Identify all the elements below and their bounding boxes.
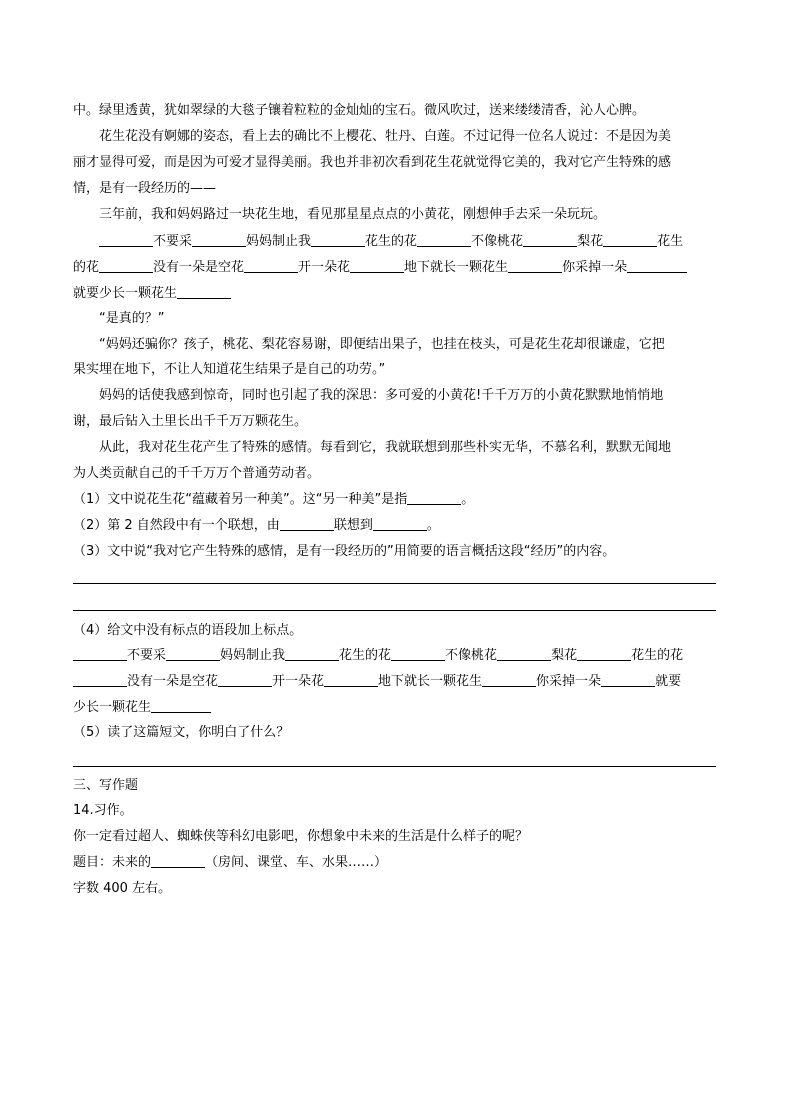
passage-line: 妈妈的话使我感到惊奇，同时也引起了我的深思：多可爱的小黄花!千千万万的小黄花默默地悄悄地 <box>99 388 664 403</box>
punctuation-passage-line <box>73 258 687 278</box>
answer-blank[interactable] <box>280 516 334 531</box>
text-fragment: 不像桃花 <box>445 648 498 663</box>
text-fragment: 花生 <box>657 234 684 249</box>
text-fragment: 题目：未来的 <box>73 855 152 870</box>
answer-blank[interactable] <box>192 232 246 247</box>
text-fragment: 不像桃花 <box>471 234 524 249</box>
punctuation-passage-line <box>99 232 683 252</box>
passage-line: 花生花没有婀娜的姿态，看上去的确比不上樱花、牡丹、白莲。不过记得一位名人说过：不是因为美 <box>99 129 672 144</box>
punctuation-exercise-line <box>73 646 683 666</box>
text-fragment: 少长一颗花生 <box>73 700 152 715</box>
text-fragment: 就要 <box>655 674 682 689</box>
answer-blank[interactable] <box>166 646 220 661</box>
text-fragment: 花生的花 <box>339 648 392 663</box>
text-fragment: 花生的花 <box>631 648 684 663</box>
answer-line[interactable] <box>73 766 716 767</box>
answer-blank[interactable] <box>244 258 298 273</box>
question-3: （3）文中说“我对它产生特殊的感情，是有一段经历的”用简要的语言概括这段“经历”的内容。 <box>73 544 616 559</box>
question-label: （2）第 2 自然段中有一个联想，由 <box>73 518 280 533</box>
section-heading: 三、写作题 <box>73 778 139 793</box>
question-label: （1）文中说花生花“蕴藏着另一种美”。这“另一种美”是指 <box>73 492 408 507</box>
text-fragment: 妈妈制止我 <box>220 648 286 663</box>
answer-blank[interactable] <box>603 232 657 247</box>
question-1 <box>73 490 474 510</box>
answer-blank[interactable] <box>497 646 551 661</box>
text-fragment: 地下就长一颗花生 <box>404 260 509 275</box>
punctuation-exercise-line <box>73 672 681 692</box>
passage-line: 三年前，我和妈妈路过一块花生地，看见那星星点点的小黄花，刚想伸手去采一朵玩玩。 <box>99 207 607 222</box>
answer-blank[interactable] <box>99 232 153 247</box>
word-count-requirement: 字数 400 左右。 <box>73 881 172 896</box>
text-fragment: 就要少长一颗花生 <box>73 286 178 301</box>
answer-blank[interactable] <box>417 232 471 247</box>
text-fragment: 你采掉一朵 <box>536 674 602 689</box>
answer-blank[interactable] <box>373 516 427 531</box>
answer-blank[interactable] <box>99 258 153 273</box>
text-fragment: 妈妈制止我 <box>246 234 312 249</box>
passage-line: 从此，我对花生花产生了特殊的感情。每看到它，我就联想到那些朴实无华，不慕名利，默默无闻地 <box>99 440 672 455</box>
answer-blank[interactable] <box>177 284 231 299</box>
answer-blank[interactable] <box>601 672 655 687</box>
answer-blank[interactable] <box>73 672 127 687</box>
punctuation-passage-line <box>73 284 231 304</box>
passage-line: “是真的？” <box>99 311 165 326</box>
text-fragment: 没有一朵是空花 <box>153 260 245 275</box>
answer-blank[interactable] <box>577 646 631 661</box>
text-fragment: 你采掉一朵 <box>562 260 628 275</box>
answer-blank[interactable] <box>482 672 536 687</box>
text-fragment: 联想到 <box>333 518 373 533</box>
writing-prompt: 你一定看过超人、蜘蛛侠等科幻电影吧，你想象中未来的生活是什么样子的呢？ <box>73 829 529 844</box>
answer-blank[interactable] <box>324 672 378 687</box>
text-fragment: 开一朵花 <box>298 260 351 275</box>
answer-blank[interactable] <box>391 646 445 661</box>
answer-line[interactable] <box>73 583 716 584</box>
passage-line: 情，是有一段经历的—— <box>73 181 217 196</box>
text-fragment: （房间、课堂、车、水果……） <box>205 855 388 870</box>
answer-line[interactable] <box>73 610 716 611</box>
answer-blank[interactable] <box>218 672 272 687</box>
passage-line: “妈妈还骗你？孩子，桃花、梨花容易谢，即便结出果子，也挂在枝头，可是花生花却很谦虚，它把 <box>99 337 665 352</box>
question-2 <box>73 516 440 536</box>
text-fragment: 。 <box>426 518 440 533</box>
question-5: （5）读了这篇短文，你明白了什么？ <box>73 725 290 740</box>
passage-line: 谢，最后钻入土里长出千千万万颗花生。 <box>73 414 308 429</box>
text-fragment: 不要采 <box>153 234 193 249</box>
punctuation-exercise-line <box>73 698 211 718</box>
answer-blank[interactable] <box>508 258 562 273</box>
text-fragment: 开一朵花 <box>272 674 325 689</box>
text-fragment: 不要采 <box>127 648 167 663</box>
text-fragment: 梨花 <box>577 234 604 249</box>
answer-blank[interactable] <box>151 698 211 713</box>
answer-blank[interactable] <box>73 646 127 661</box>
question-4: （4）给文中没有标点的语段加上标点。 <box>73 623 303 638</box>
passage-line: 丽才显得可爱，而是因为可爱才显得美丽。我也并非初次看到花生花就觉得它美的，我对它产生特殊的感 <box>73 155 672 170</box>
passage-line: 中。绿里透黄，犹如翠绿的大毯子镶着粒粒的金灿灿的宝石。微风吹过，送来缕缕清香，沁人心脾。 <box>73 103 646 118</box>
text-fragment: 梨花 <box>551 648 578 663</box>
text-fragment: 的花 <box>73 260 100 275</box>
text-fragment: 。 <box>461 492 475 507</box>
answer-blank[interactable] <box>311 232 365 247</box>
answer-blank[interactable] <box>350 258 404 273</box>
text-fragment: 花生的花 <box>365 234 418 249</box>
writing-title <box>73 853 387 873</box>
title-blank[interactable] <box>151 853 205 868</box>
text-fragment: 没有一朵是空花 <box>127 674 219 689</box>
answer-blank[interactable] <box>627 258 687 273</box>
answer-blank[interactable] <box>285 646 339 661</box>
passage-line: 为人类贡献自己的千千万万个普通劳动者。 <box>73 466 321 481</box>
answer-blank[interactable] <box>407 490 461 505</box>
question-number: 14.习作。 <box>73 803 133 818</box>
passage-line: 果实埋在地下，不让人知道花生结果子是自己的功劳。” <box>73 362 386 377</box>
text-fragment: 地下就长一颗花生 <box>378 674 483 689</box>
answer-blank[interactable] <box>523 232 577 247</box>
